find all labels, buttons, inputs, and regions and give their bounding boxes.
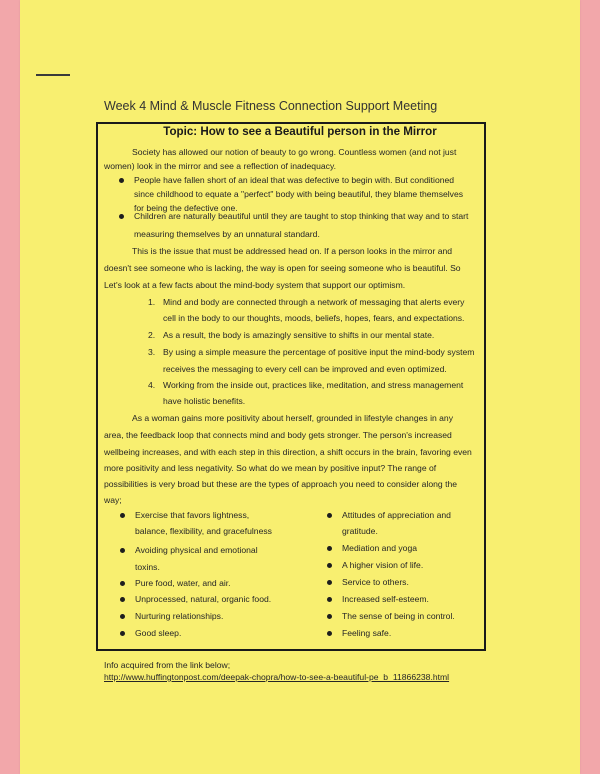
left-list-item: balance, flexibility, and gracefulness: [135, 526, 272, 536]
paragraph-line: This is the issue that must be addressed head on. If a person looks in the mirror and: [132, 246, 453, 256]
bullet-icon: [327, 563, 332, 568]
numbered-line: receives the messaging to every cell can be improved and even optimized.: [163, 364, 447, 374]
numbered-line: Mind and body are connected through a network of messaging that alerts every: [163, 297, 465, 307]
topic-heading: Topic: How to see a Beautiful person in the Mirror: [163, 125, 437, 138]
bullet-icon: [120, 597, 125, 602]
left-list-item: toxins.: [135, 562, 160, 572]
bullet-icon: [120, 513, 125, 518]
right-list-item: The sense of being in control.: [342, 611, 455, 621]
numbered-line: cell in the body to our thoughts, moods, beliefs, hopes, fears, and expectations.: [163, 313, 465, 323]
paragraph-line: wellbeing increases, and with each step in this direction, a shift occurs in the brain, favoring even: [104, 447, 472, 457]
bullet-icon: [120, 631, 125, 636]
left-list-item: Avoiding physical and emotional: [135, 545, 258, 555]
list-number: 1.: [148, 297, 156, 307]
paragraph-line: way;: [104, 495, 122, 505]
bullet-line: measuring themselves by an unnatural standard.: [134, 229, 320, 239]
bullet-icon: [327, 546, 332, 551]
paragraph-line: Let's look at a few facts about the mind-body system that support our optimism.: [104, 280, 406, 290]
right-list-item: Increased self-esteem.: [342, 594, 429, 604]
bullet-icon: [120, 581, 125, 586]
bullet-icon: [119, 178, 124, 183]
paragraph-line: more positivity and less negativity. So what do we mean by positive input? The range of: [104, 463, 437, 473]
pen-mark: [36, 74, 70, 76]
meeting-title: Week 4 Mind & Muscle Fitness Connection Support Meeting: [104, 99, 438, 113]
bullet-line: for being the defective one.: [134, 203, 238, 213]
paragraph-line: area, the feedback loop that connects mind and body gets stronger. The person's increased: [104, 430, 452, 440]
paragraph-line: Society has allowed our notion of beauty to go wrong. Countless women (and not just: [132, 147, 457, 157]
right-list-item: A higher vision of life.: [342, 560, 424, 570]
bullet-icon: [327, 631, 332, 636]
numbered-line: By using a simple measure the percentage of positive input the mind-body system: [163, 347, 475, 357]
paragraph-line: possibilities is very broad but these are the types of approach you need to consider along the: [104, 479, 458, 489]
list-number: 3.: [148, 347, 156, 357]
right-list-item: Mediation and yoga: [342, 543, 418, 553]
left-list-item: Unprocessed, natural, organic food.: [135, 594, 272, 604]
paragraph-line: women) look in the mirror and see a reflection of inadequacy.: [104, 161, 336, 171]
list-number: 2.: [148, 330, 156, 340]
bullet-line: Children are naturally beautiful until they are taught to stop thinking that way and to start: [134, 211, 469, 221]
paragraph-line: As a woman gains more positivity about herself, grounded in lifestyle changes in any: [132, 413, 454, 423]
bullet-icon: [119, 214, 124, 219]
paragraph-line: doesn't see someone who is lacking, the way is open for seeing someone who is beautiful. So: [104, 263, 461, 273]
source-link[interactable]: http://www.huffingtonpost.com/deepak-chopra/how-to-see-a-beautiful-pe_b_11866238.html: [104, 672, 450, 682]
bullet-icon: [327, 580, 332, 585]
bullet-icon: [327, 597, 332, 602]
bullet-icon: [327, 614, 332, 619]
numbered-line: Working from the inside out, practices like, meditation, and stress management: [163, 380, 464, 390]
bullet-icon: [327, 513, 332, 518]
info-label: Info acquired from the link below;: [104, 660, 231, 670]
right-list-item: gratitude.: [342, 526, 378, 536]
right-list-item: Attitudes of appreciation and: [342, 510, 451, 520]
left-list-item: Exercise that favors lightness,: [135, 510, 250, 520]
bullet-line: People have fallen short of an ideal that was defective to begin with. But conditioned: [134, 175, 455, 185]
left-list-item: Pure food, water, and air.: [135, 578, 231, 588]
numbered-line: As a result, the body is amazingly sensitive to shifts in our mental state.: [163, 330, 435, 340]
list-number: 4.: [148, 380, 156, 390]
numbered-line: have holistic benefits.: [163, 396, 246, 406]
right-list-item: Feeling safe.: [342, 628, 392, 638]
right-list-item: Service to others.: [342, 577, 409, 587]
bullet-line: since childhood to equate a "perfect" body with being beautiful, they blame themselves: [134, 189, 464, 199]
left-list-item: Good sleep.: [135, 628, 182, 638]
left-list-item: Nurturing relationships.: [135, 611, 224, 621]
bullet-icon: [120, 614, 125, 619]
bullet-icon: [120, 548, 125, 553]
